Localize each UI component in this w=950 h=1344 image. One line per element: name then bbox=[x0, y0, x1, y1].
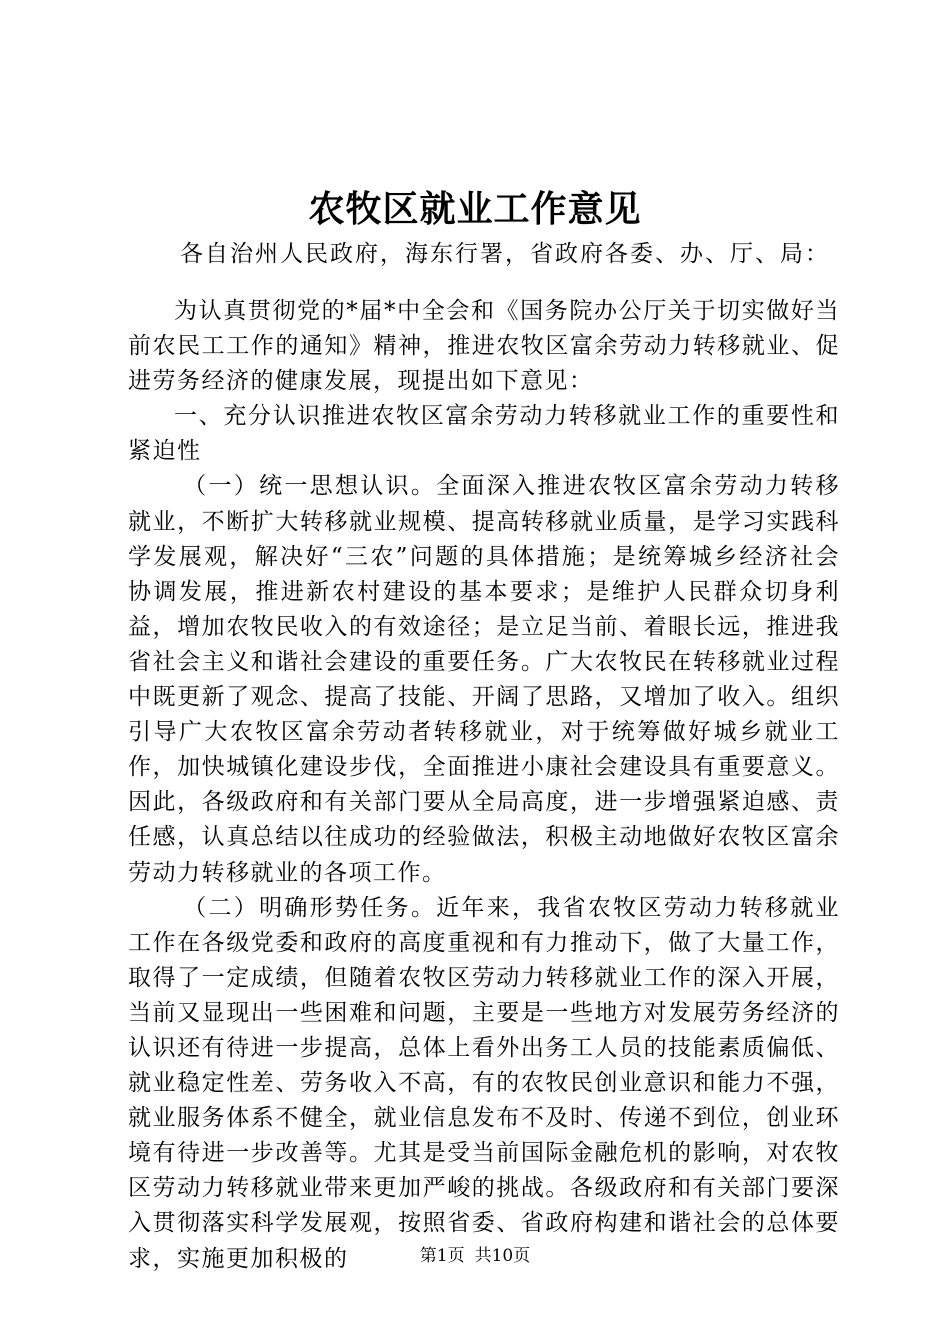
section-heading: 一、充分认识推进农牧区富余劳动力转移就业工作的重要性和紧迫性 bbox=[128, 403, 840, 465]
intro-paragraph: 为认真贯彻党的*届*中全会和《国务院办公厅关于切实做好当前农民工工作的通知》精神，推进农牧区富余劳动力转移就业、促进劳务经济的健康发展，现提出如下意见： bbox=[128, 298, 840, 395]
page-number: 第1页 bbox=[419, 1246, 465, 1266]
page-total: 共10页 bbox=[474, 1246, 531, 1266]
page-footer bbox=[0, 1244, 950, 1268]
subsection-paragraph: （一）统一思想认识。全面深入推进农牧区富余劳动力转移就业，不断扩大转移就业规模、提高转移就业质量，是学习实践科学发展观，解决好“三农”问题的具体措施；是统筹城乡经济社会协调发展，推进新农村建设的基本要求；是维护人民群众切身利益，增加农牧民收入的有效途径；是立足当前、着眼长远，推进我省社会主义和谐社会建设的重要任务。广大农牧民在转移就业过程中既更新了观念、提高了技能、开阔了思路，又增加了收入。组织引导广大农牧区富余劳动者转移就业，对于统筹做好城乡就业工作，加快城镇化建设步伐，全面推进小康社会建设具有重要意义。因此，各级政府和有关部门要从全局高度，进一步增强紧迫感、责任感，认真总结以往成功的经验做法，积极主动地做好农牧区富余劳动力转移就业的各项工作。 bbox=[128, 473, 840, 886]
document-title: 农牧区就业工作意见 bbox=[308, 188, 642, 230]
salutation: 各自治州人民政府，海东行署，省政府各委、办、厅、局： bbox=[180, 241, 830, 267]
document-body bbox=[128, 294, 840, 1277]
subsection-paragraph: （二）明确形势任务。近年来，我省农牧区劳动力转移就业工作在各级党委和政府的高度重视和有力推动下，做了大量工作，取得了一定成绩，但随着农牧区劳动力转移就业工作的深入开展，当前又显现出一些困难和问题，主要是一些地方对发展劳务经济的认识还有待进一步提高，总体上看外出务工人员的技能素质偏低、就业稳定性差、劳务收入不高，有的农牧民创业意识和能力不强，就业服务体系不健全，就业信息发布不及时、传递不到位，创业环境有待进一步改善等。尤其是受当前国际金融危机的影响，对农牧区劳动力转移就业带来更加严峻的挑战。各级政府和有关部门要深入贯彻落实科学发展观，按照省委、省政府构建和谐社会的总体要求，实施更加积极的 bbox=[128, 894, 840, 1272]
